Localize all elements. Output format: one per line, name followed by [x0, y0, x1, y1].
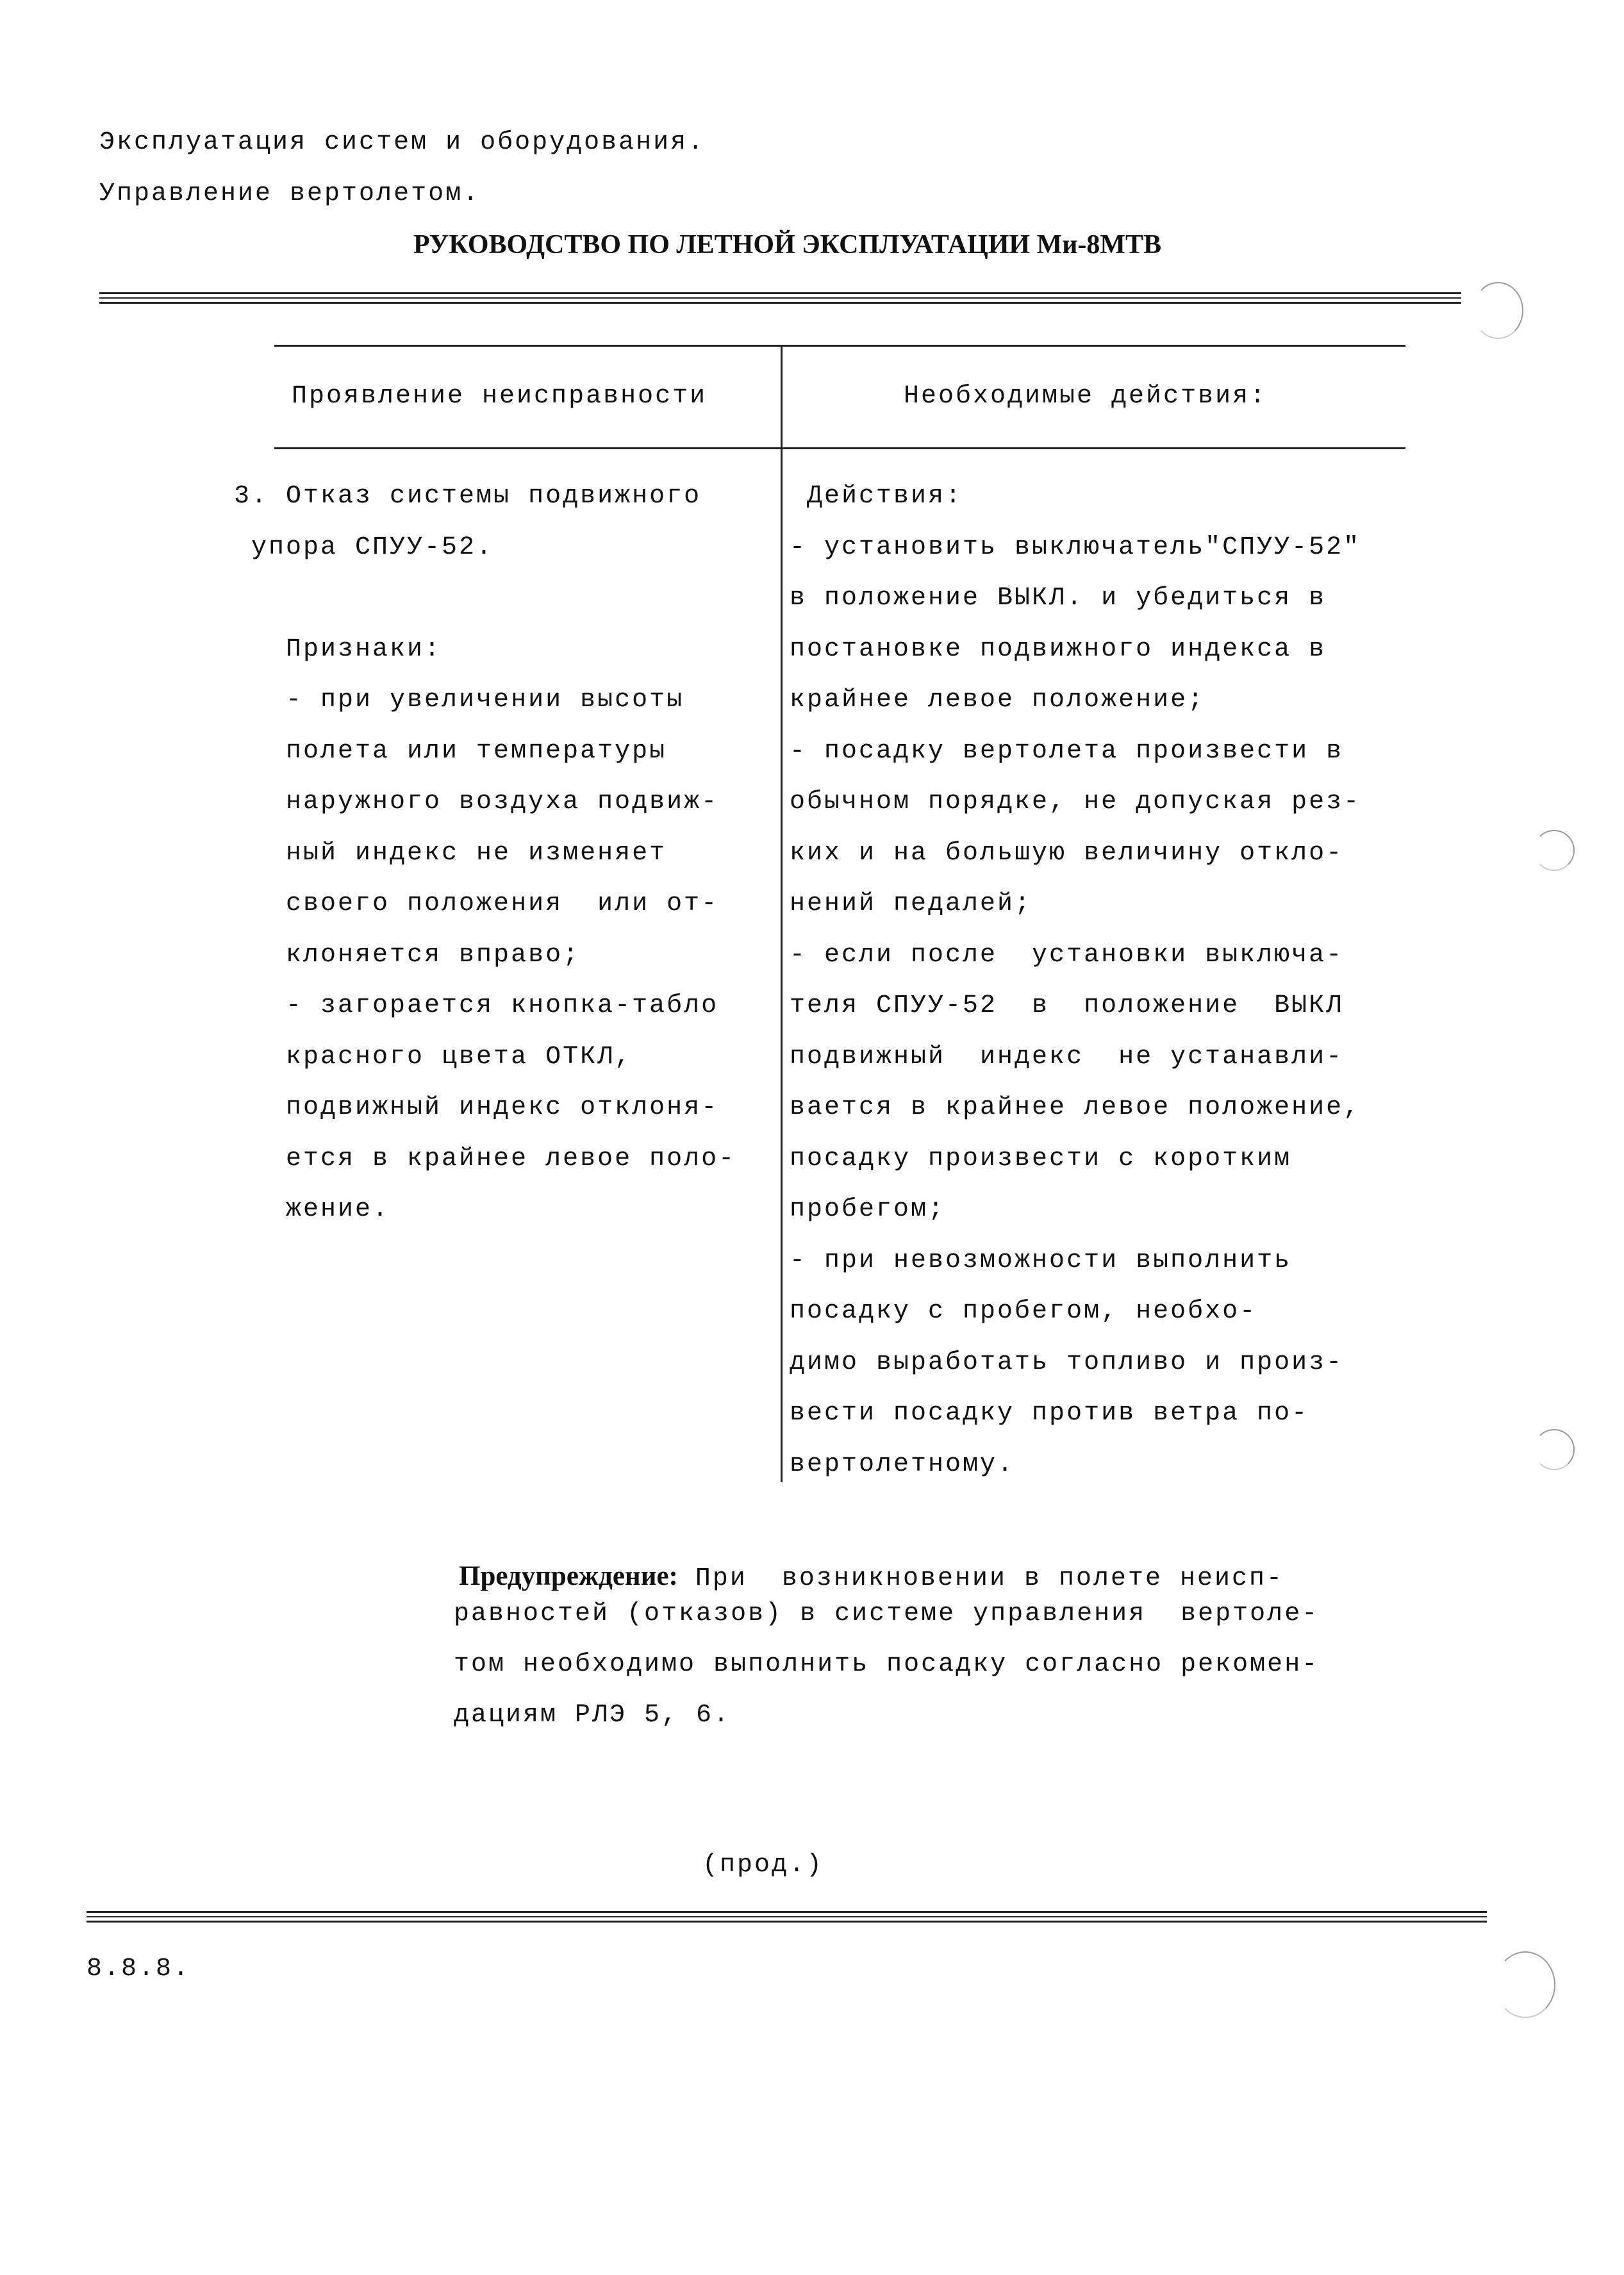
action-line: - посадку вертолета произвести в [790, 736, 1344, 766]
fault-symptom-line: - при увеличении высоты [234, 686, 684, 715]
fault-symptom-line: наружного воздуха подвиж- [234, 788, 719, 816]
col-right-header: Необходимые действия: [904, 382, 1268, 411]
col-left-header: Проявление неисправности [292, 382, 708, 411]
document-title: РУКОВОДСТВО ПО ЛЕТНОЙ ЭКСПЛУАТАЦИИ Ми-8МТВ [413, 230, 1162, 260]
fault-symptom-line: красного цвета ОТКЛ, [234, 1042, 633, 1071]
warning-line-1 [454, 1549, 1284, 1593]
table-top-rule [274, 345, 1405, 347]
action-line: - при невозможности выполнить [790, 1246, 1292, 1275]
fault-symptom-line: упора СПУУ-52. [234, 533, 494, 562]
action-line: нений педалей; [790, 889, 1032, 918]
action-line: в положение ВЫКЛ. и убедиться в [790, 584, 1327, 613]
action-line: вается в крайнее левое положение, [790, 1093, 1361, 1122]
warning-label: Предупреждение: [459, 1561, 678, 1591]
action-line: крайнее левое положение; [790, 686, 1206, 715]
warning-text-1: При возникновении в полете неисп- [677, 1564, 1284, 1593]
fault-symptom-line: Признаки: [234, 634, 442, 664]
action-line: Действия: [790, 482, 963, 511]
action-line: посадку с пробегом, необхо- [790, 1297, 1257, 1326]
continued-label: (прод.) [702, 1851, 824, 1880]
punch-hole-mark [1534, 1429, 1575, 1470]
action-line: теля СПУУ-52 в положение ВЫКЛ [790, 991, 1344, 1020]
warning-text-4: дациям РЛЭ 5, 6. [454, 1701, 731, 1730]
action-line: обычном порядке, не допуская рез- [790, 788, 1361, 816]
header-line-1: Эксплуатация систем и оборудования. [99, 128, 706, 157]
fault-symptom-line: жение. [234, 1195, 390, 1224]
fault-symptom-line: полета или температуры [234, 736, 667, 766]
fault-symptom-line: клоняется вправо; [234, 940, 581, 970]
header-line-2: Управление вертолетом. [99, 179, 481, 208]
column-divider [781, 345, 783, 1482]
fault-symptom-line: ется в крайнее левое поло- [234, 1144, 736, 1173]
table-header-bottom-rule [274, 447, 1405, 449]
fault-symptom-line: своего положения или от- [234, 889, 719, 918]
fault-symptom-line: - загорается кнопка-табло [234, 991, 719, 1020]
page-number: 8.8.8. [87, 1955, 191, 1983]
action-line: ких и на большую величину откло- [790, 838, 1344, 868]
action-line: пробегом; [790, 1195, 946, 1224]
fault-symptom-line: подвижный индекс отклоня- [234, 1093, 719, 1122]
punch-hole-mark [1534, 830, 1575, 871]
fault-symptom-line: ный индекс не изменяет [234, 838, 667, 868]
action-line: - установить выключатель"СПУУ-52" [790, 533, 1361, 562]
fault-symptom-line: 3. Отказ системы подвижного [234, 482, 702, 511]
punch-hole-mark [1495, 1951, 1555, 2018]
action-line: - если после установки выключа- [790, 940, 1344, 970]
action-line: подвижный индекс не устанавли- [790, 1042, 1344, 1071]
action-line: вертолетному. [790, 1450, 1015, 1479]
action-line: димо выработать топливо и произ- [790, 1348, 1344, 1377]
action-line: вести посадку против ветра по- [790, 1399, 1309, 1428]
action-line: постановке подвижного индекса в [790, 634, 1327, 664]
punch-hole-mark [1473, 282, 1523, 339]
warning-text-2: равностей (отказов) в системе управления вертоле- [454, 1600, 1320, 1628]
warning-text-3: том необходимо выполнить посадку согласно рекомен- [454, 1650, 1320, 1679]
action-line: посадку произвести с коротким [790, 1144, 1292, 1173]
